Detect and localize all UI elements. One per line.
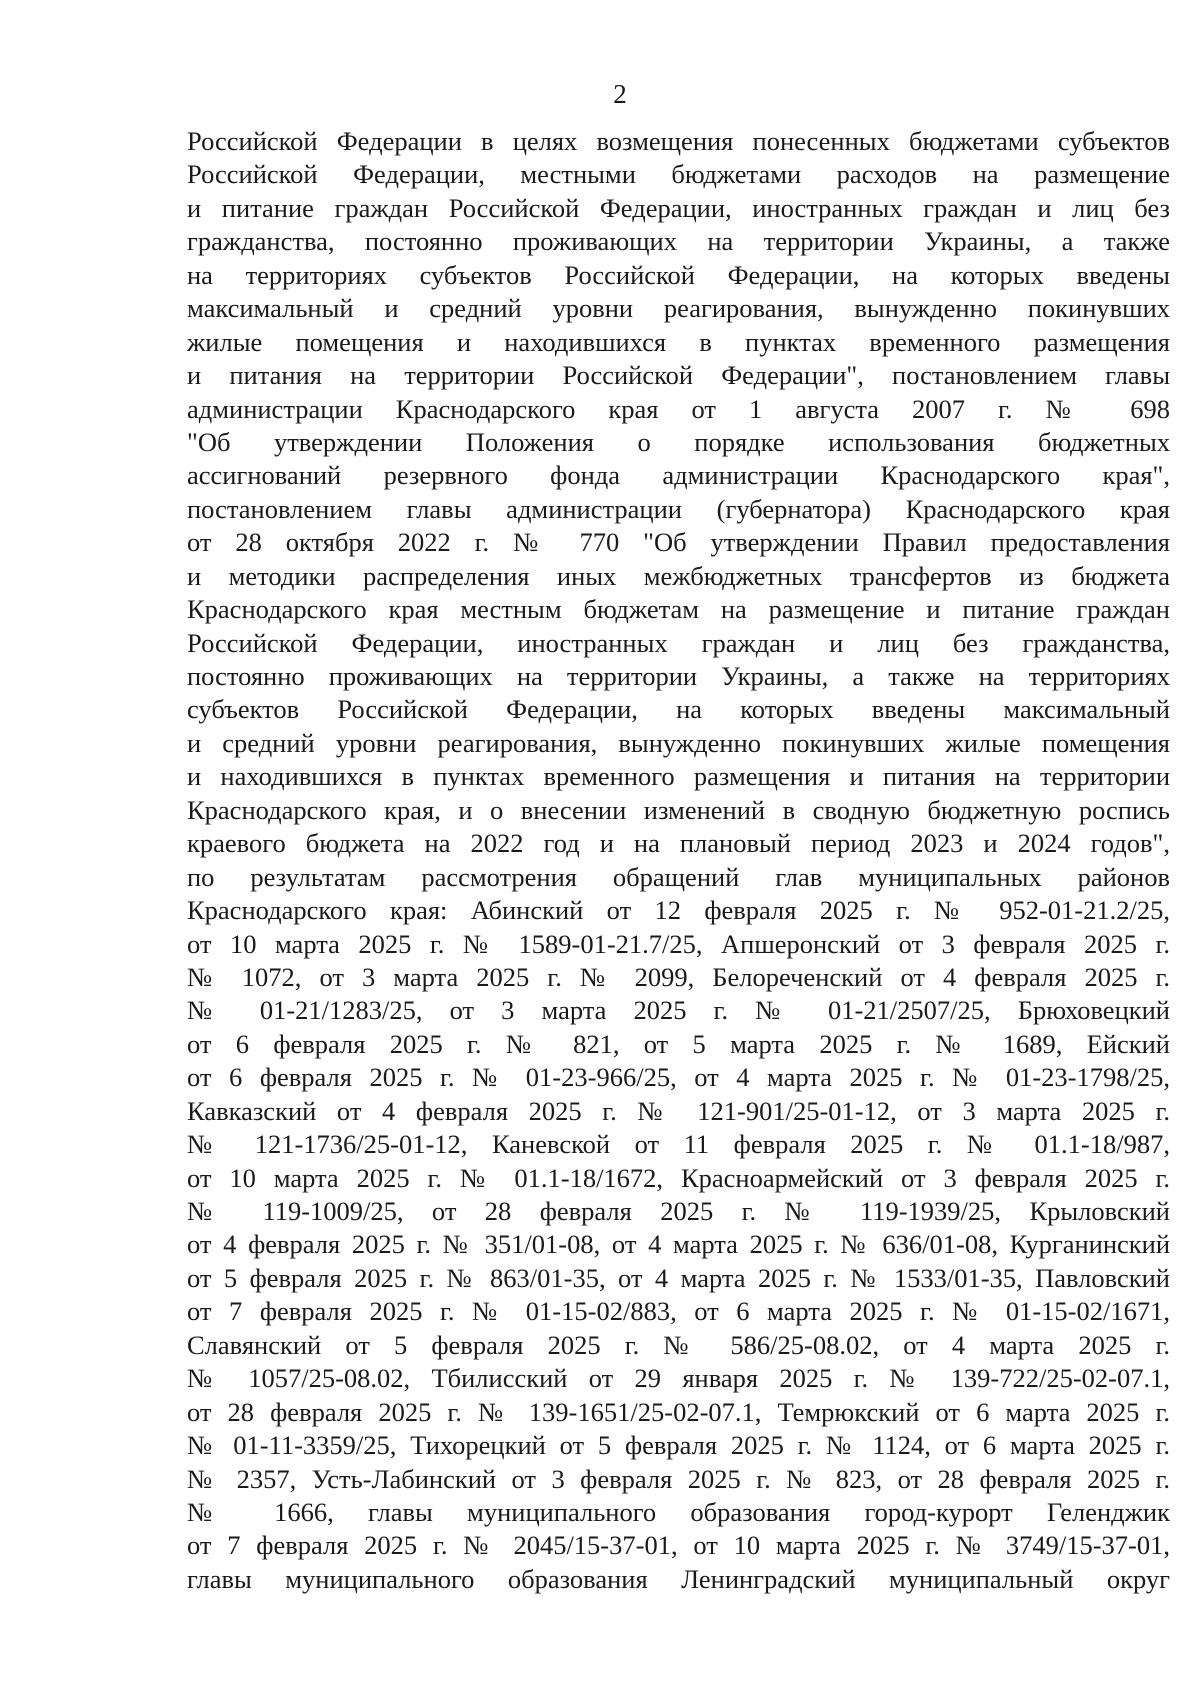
body-text — [187, 125, 1170, 1596]
text-line: Краснодарского края местным бюджетам на размещение и питание граждан — [187, 594, 1170, 625]
text-line: от 10 марта 2025 г. № 1589-01-21.7/25, Апшеронский от 3 февраля 2025 г. — [187, 928, 1170, 959]
text-line: главы муниципального образования Ленинградский муниципальный округ — [187, 1563, 1170, 1594]
text-line: от 7 февраля 2025 г. № 2045/15-37-01, от 10 марта 2025 г. № 3749/15-37-01, — [187, 1530, 1170, 1561]
text-line: и питание граждан Российской Федерации, иностранных граждан и лиц без — [187, 192, 1170, 223]
text-line: от 7 февраля 2025 г. № 01-15-02/883, от 6 марта 2025 г. № 01-15-02/1671, — [187, 1296, 1170, 1327]
text-line: № 1666, главы муниципального образования город-курорт Геленджик — [187, 1496, 1170, 1527]
text-line: № 1057/25-08.02, Тбилисский от 29 января 2025 г. № 139-722/25-02-07.1, — [187, 1363, 1170, 1394]
text-line: и находившихся в пунктах временного размещения и питания на территории — [187, 761, 1170, 792]
text-line: и средний уровни реагирования, вынужденно покинувших жилые помещения — [187, 727, 1170, 758]
text-line: и методики распределения иных межбюджетных трансфертов из бюджета — [187, 560, 1170, 591]
text-line: № 119-1009/25, от 28 февраля 2025 г. № 119-1939/25, Крыловский — [187, 1196, 1170, 1226]
text-line: ассигнований резервного фонда администрации Краснодарского края", — [187, 460, 1170, 491]
text-line: Российской Федерации в целях возмещения понесенных бюджетами субъектов — [187, 126, 1170, 156]
text-line: № 121-1736/25-01-12, Каневской от 11 февраля 2025 г. № 01.1-18/987, — [187, 1129, 1170, 1160]
text-line: постановлением главы администрации (губернатора) Краснодарского края — [187, 493, 1170, 524]
text-line: Славянский от 5 февраля 2025 г. № 586/25-08.02, от 4 марта 2025 г. — [187, 1329, 1170, 1360]
text-line: Российской Федерации, местными бюджетами расходов на размещение — [187, 159, 1170, 190]
text-line: максимальный и средний уровни реагирования, вынужденно покинувших — [187, 293, 1170, 324]
text-line: субъектов Российской Федерации, на которых введены максимальный — [187, 694, 1170, 725]
text-line: на территориях субъектов Российской Федерации, на которых введены — [187, 259, 1170, 290]
text-line: от 6 февраля 2025 г. № 01-23-966/25, от 4 марта 2025 г. № 01-23-1798/25, — [187, 1062, 1170, 1093]
text-line: Краснодарского края: Абинский от 12 февраля 2025 г. № 952-01-21.2/25, — [187, 895, 1170, 926]
text-line: Краснодарского края, и о внесении изменений в сводную бюджетную роспись — [187, 794, 1170, 825]
text-line: и питания на территории Российской Федерации", постановлением главы — [187, 360, 1170, 391]
text-line: жилые помещения и находившихся в пунктах временного размещения — [187, 326, 1170, 357]
text-line: Кавказский от 4 февраля 2025 г. № 121-901/25-01-12, от 3 марта 2025 г. — [187, 1095, 1170, 1126]
text-line: от 10 марта 2025 г. № 01.1-18/1672, Красноармейский от 3 февраля 2025 г. — [187, 1162, 1170, 1193]
text-line: краевого бюджета на 2022 год и на плановый период 2023 и 2024 годов", — [187, 828, 1170, 859]
page-number: 2 — [613, 79, 627, 109]
text-line: № 1072, от 3 марта 2025 г. № 2099, Белореченский от 4 февраля 2025 г. — [187, 961, 1170, 992]
text-line: от 6 февраля 2025 г. № 821, от 5 марта 2025 г. № 1689, Ейский — [187, 1028, 1170, 1059]
text-line: гражданства, постоянно проживающих на территории Украины, а также — [187, 226, 1170, 257]
text-line: от 28 февраля 2025 г. № 139-1651/25-02-07.1, Темрюкский от 6 марта 2025 г. — [187, 1396, 1170, 1427]
text-line: "Об утверждении Положения о порядке использования бюджетных — [187, 426, 1170, 457]
text-line: № 2357, Усть-Лабинский от 3 февраля 2025 г. № 823, от 28 февраля 2025 г. — [187, 1463, 1170, 1494]
text-line: от 4 февраля 2025 г. № 351/01-08, от 4 марта 2025 г. № 636/01-08, Курганинский — [187, 1229, 1170, 1260]
text-line: администрации Краснодарского края от 1 августа 2007 г. № 698 — [187, 393, 1170, 424]
text-line: Российской Федерации, иностранных граждан и лиц без гражданства, — [187, 627, 1170, 658]
text-line: от 5 февраля 2025 г. № 863/01-35, от 4 марта 2025 г. № 1533/01-35, Павловский — [187, 1262, 1170, 1293]
text-line: от 28 октября 2022 г. № 770 "Об утверждении Правил предоставления — [187, 527, 1170, 558]
text-line: по результатам рассмотрения обращений глав муниципальных районов — [187, 861, 1170, 892]
text-line: № 01-21/1283/25, от 3 марта 2025 г. № 01-21/2507/25, Брюховецкий — [187, 995, 1170, 1026]
text-line: № 01-11-3359/25, Тихорецкий от 5 февраля 2025 г. № 1124, от 6 марта 2025 г. — [187, 1430, 1170, 1461]
text-line: постоянно проживающих на территории Украины, а также на территориях — [187, 661, 1170, 691]
